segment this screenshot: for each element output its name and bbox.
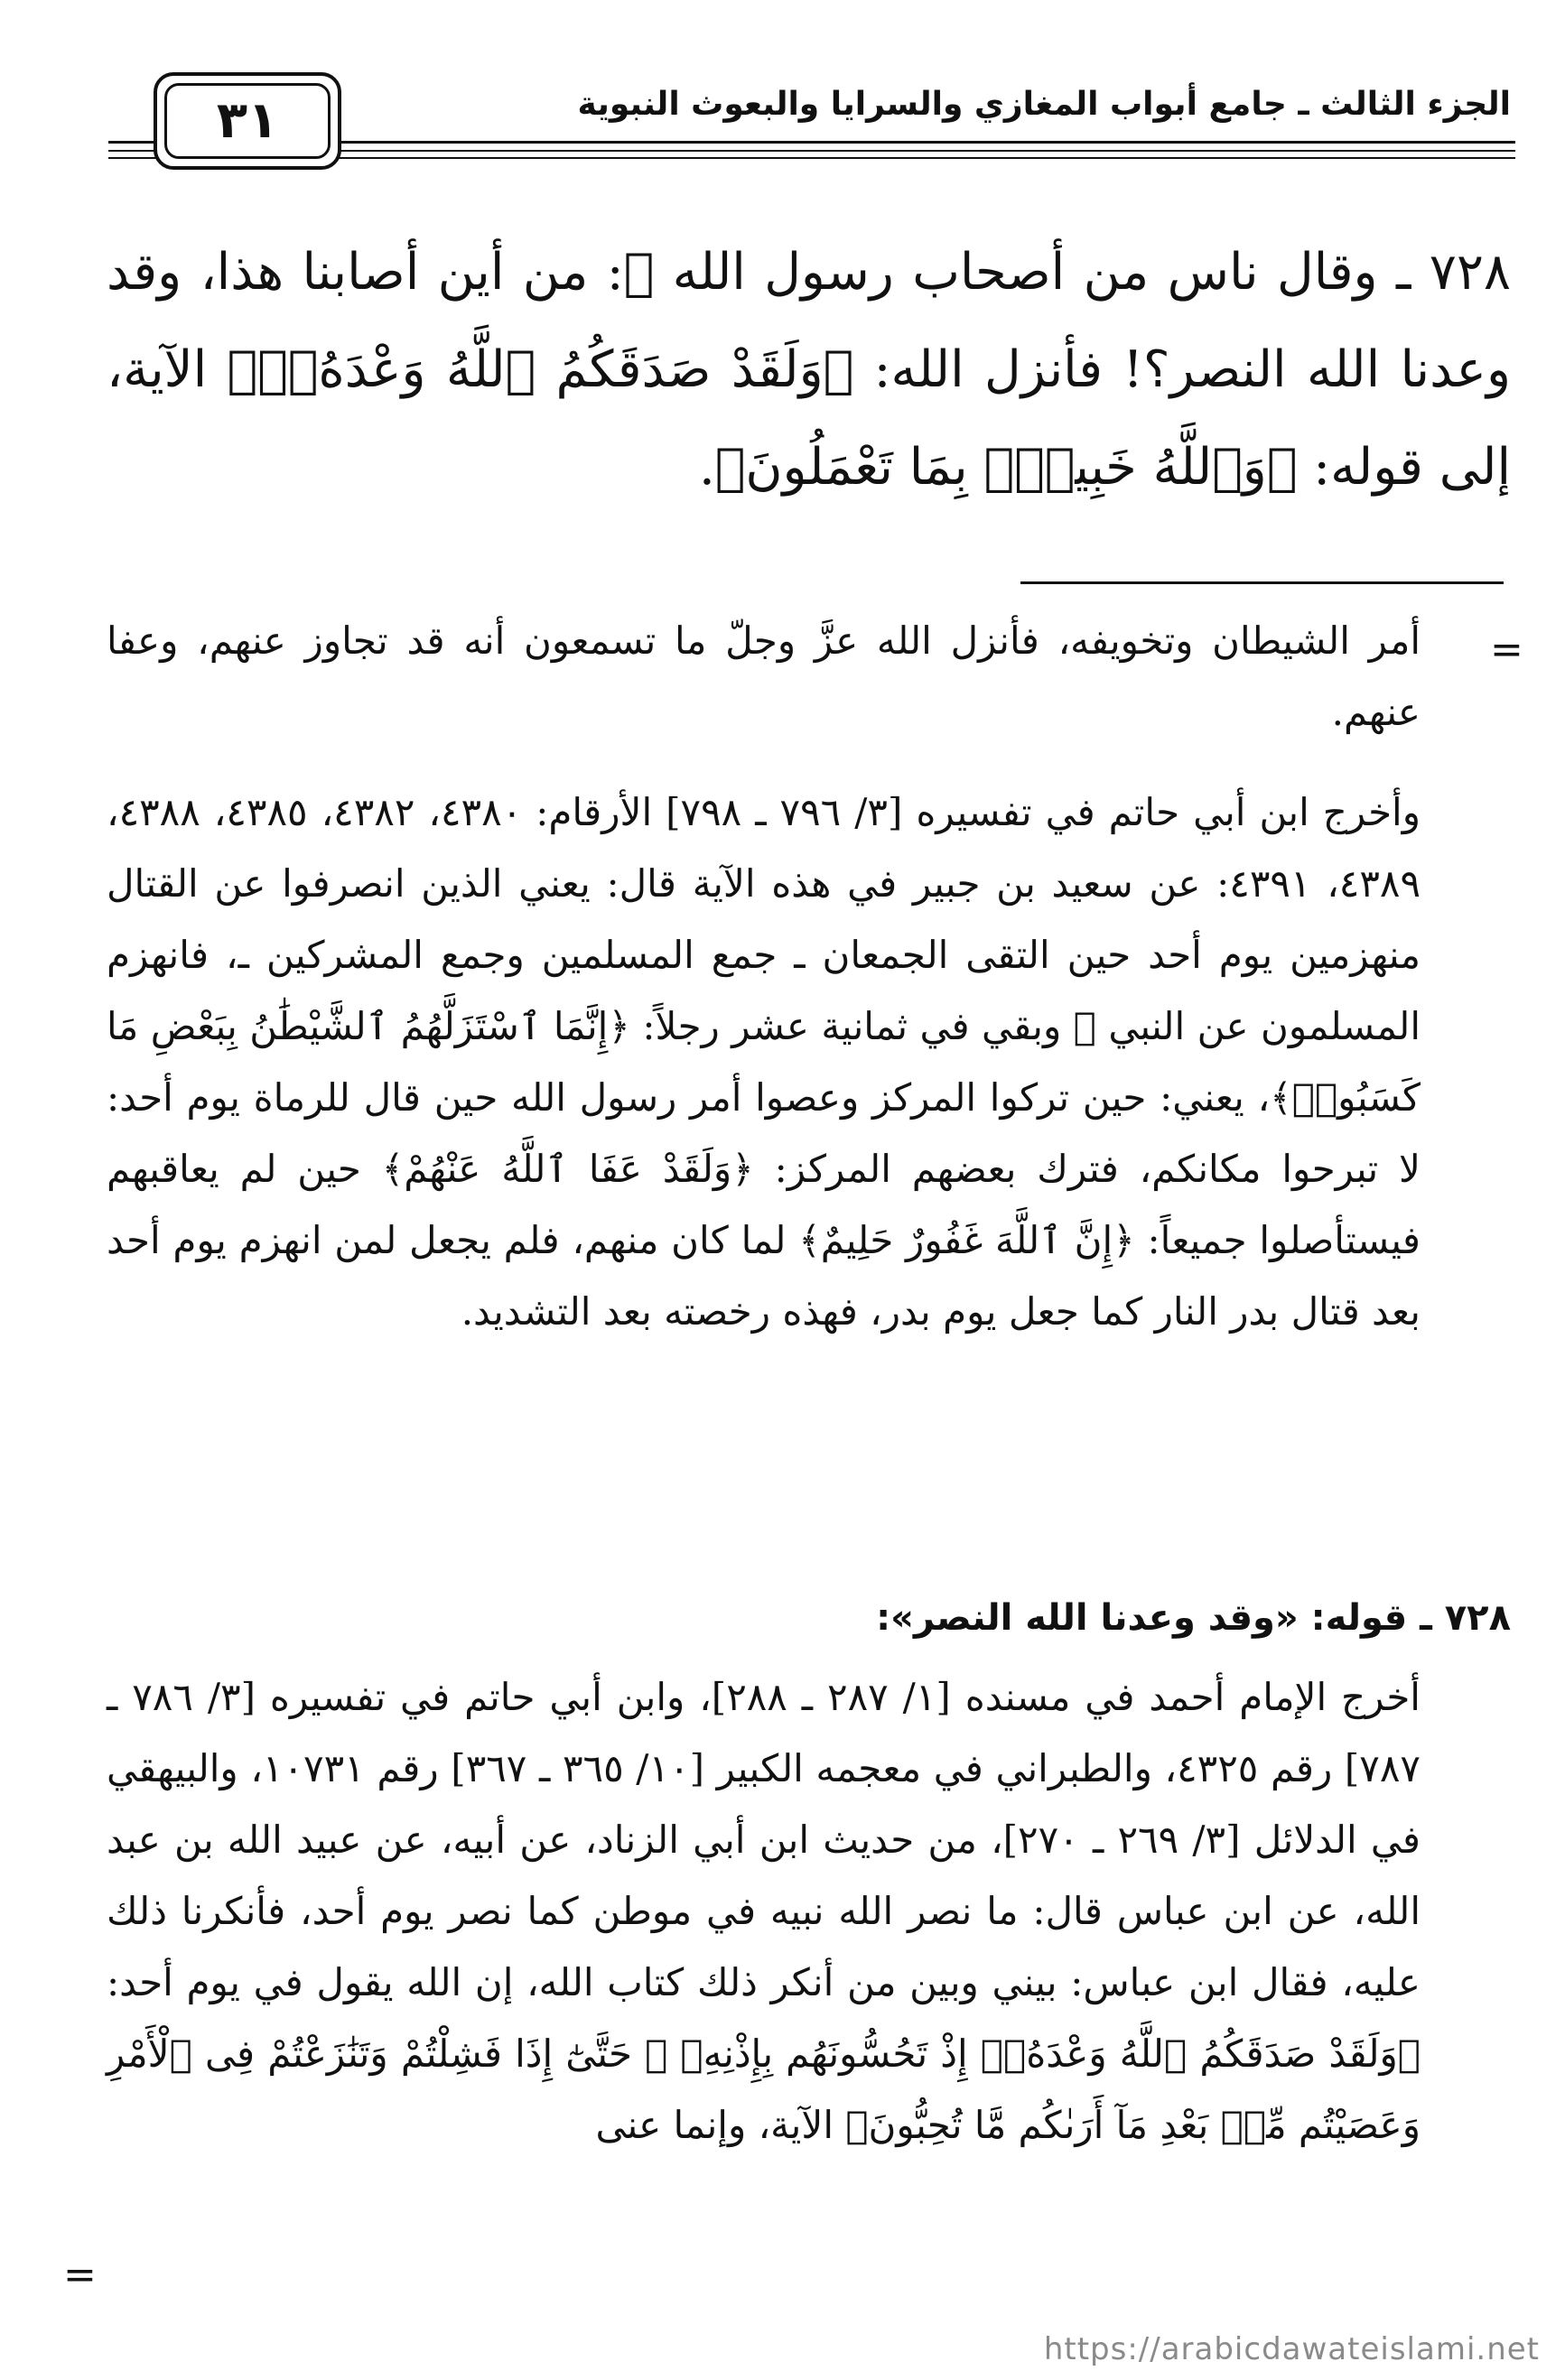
- footnote-separator: [1020, 581, 1504, 584]
- page-number-frame: [154, 72, 341, 170]
- footnote-paragraph: أمر الشيطان وتخويفه، فأنزل الله عزَّ وجلّ ما تسمعون أنه قد تجاوز عنهم، وعفا عنهم.: [107, 618, 1421, 734]
- watermark: https://arabicdawateislami.net: [1043, 2331, 1540, 2367]
- continuation-mark: =: [63, 2252, 97, 2298]
- page-number: ٣١: [216, 91, 279, 150]
- footnote-paragraph: وأخرج ابن أبي حاتم في تفسيره [٣/ ٧٩٦ ـ ٧٩٨] الأرقام: ٤٣٨٠، ٤٣٨٢، ٤٣٨٥، ٤٣٨٨، ٤٣٨٩، ٤٣٩١: عن سعيد بن جبير في هذه الآية قال: يعني الذين انصرفوا عن القتال منهزمين يوم أحد حين التقى الجمعان ـ جمع المسلمين وجمع المشركين ـ، فانهزم المسلمون عن النبي ﷺ وبقي في ثمانية عشر رجلاً: ﴿إِنَّمَا ٱسْتَزَلَّهُمُ ٱلشَّيْطَٰنُ بِبَعْضِ مَا كَسَبُوا۟﴾، يعني: حين تركوا المركز وعصوا أمر رسول الله حين قال للرماة يوم أحد: لا تبرحوا مكانكم، فترك بعضهم المركز: ﴿وَلَقَدْ عَفَا ٱللَّهُ عَنْهُمْ﴾ حين لم يعاقبهم فيستأصلوا جميعاً: ﴿إِنَّ ٱللَّهَ غَفُورٌ حَلِيمٌ﴾ لما كان منهم، فلم يجعل لمن انهزم يوم أحد بعد قتال بدر النار كما جعل يوم بدر، فهذه رخصته بعد التشديد.: [107, 790, 1421, 1334]
- running-title: الجزء الثالث ـ جامع أبواب المغازي والسرايا والبعوث النبوية: [577, 86, 1511, 123]
- continuation-mark: =: [1490, 627, 1523, 673]
- main-hadith-text: ٧٢٨ ـ وقال ناس من أصحاب رسول الله ﷺ: من أين أصابنا هذا، وقد وعدنا الله النصر؟! فأنزل الله: ﴿وَلَقَدْ صَدَقَكُمُ ٱللَّهُ وَعْدَهُۥٓ﴾ الآية، إلى قوله: ﴿وَٱللَّهُ خَبِيرٌۢ بِمَا تَعْمَلُونَ﴾.: [107, 243, 1511, 497]
- footnote-paragraph: أخرج الإمام أحمد في مسنده [١/ ٢٨٧ ـ ٢٨٨]، وابن أبي حاتم في تفسيره [٣/ ٧٨٦ ـ ٧٨٧] رقم ٤٣٢٥، والطبراني في معجمه الكبير [١٠/ ٣٦٥ ـ ٣٦٧] رقم ١٠٧٣١، والبيهقي في الدلائل [٣/ ٢٦٩ ـ ٢٧٠]، من حديث ابن أبي الزناد، عن أبيه، عن عبيد الله بن عبد الله، عن ابن عباس قال: ما نصر الله نبيه في موطن كما نصر يوم أحد، فأنكرنا ذلك عليه، فقال ابن عباس: بيني وبين من أنكر ذلك كتاب الله، إن الله يقول في يوم أحد: ﴿وَلَقَدْ صَدَقَكُمُ ٱللَّهُ وَعْدَهُۥٓ إِذْ تَحُسُّونَهُم بِإِذْنِهِۦ ۖ حَتَّىٰٓ إِذَا فَشِلْتُمْ وَتَنَٰزَعْتُمْ فِى ٱلْأَمْرِ وَعَصَيْتُم مِّنۢ بَعْدِ مَآ أَرَىٰكُم مَّا تُحِبُّونَ﴾ الآية، وإنما عنى: [107, 1675, 1421, 2147]
- footnote-heading: ٧٢٨ ـ قوله: «وقد وعدنا الله النصر»:: [876, 1597, 1511, 1639]
